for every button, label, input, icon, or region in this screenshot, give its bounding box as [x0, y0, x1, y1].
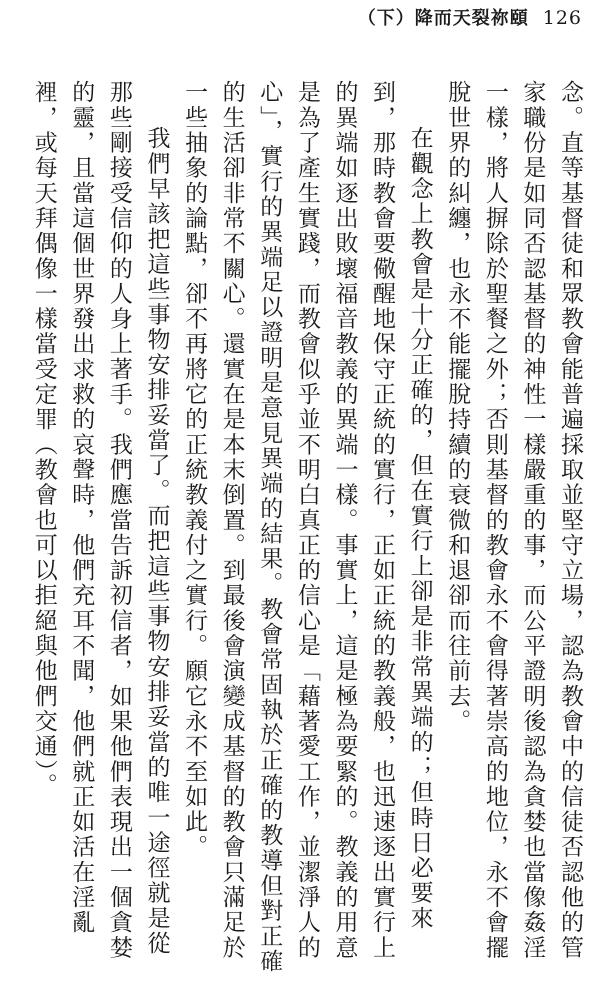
running-header — [358, 4, 582, 30]
paragraph-1: 念。直等基督徒和眾教會能普遍採取並堅守立場，認為教會中的信徒否認他的管家職份是如同否認基督的神性一樣嚴重的事，而公平證明後認為貪婪也當像姦淫一樣，將人摒除於聖餐之外；否則基督的教會永不會得著崇高的地位，永不會擺脫世界的糾纏，也永不能擺脫持續的衰微和退卻而往前去。 — [444, 80, 583, 961]
page-number: 126 — [542, 7, 582, 29]
paragraph-2: 在觀念上教會是十分正確的，但在實行上卻是非常異端的；但時日必要來到，那時教會要儆醒地保守正統的實行，正如正統的教義般，也迅速逐出實行上的異端如逐出敗壞福音教義的異端一樣。事實上，這是極為要緊的。教義的用意是為了產生實踐，而教會似乎並不明白真正的信心是「藉著愛工作，並潔淨人的心」，實行的異端足以證明是意見異端的結果。教會常固執於正確的教導但對正確的生活卻非常不關心。還實在是本末倒置。到最後會演變成基督的教會只滿足於一些抽象的論點，卻不再將它的正統教義付之實行。願它永不至如此。 — [181, 80, 433, 974]
paragraph-3: 我們早該把這些事物安排妥當了。而把這些事物安排妥當的唯一途徑就是從那些剛接受信仰的人身上著手。我們應當告訴初信者，如果他們表現出一個貪婪的靈，且當這個世界發出求救的哀聲時，他們充耳不聞，他們就正如活在淫亂裡，或每天拜偶像一樣當受定罪（教會也可以拒絕與他們交通）。 — [30, 80, 170, 961]
chapter-title: （下）降而天裂祢頤 — [357, 8, 529, 29]
body-text — [8, 80, 588, 980]
